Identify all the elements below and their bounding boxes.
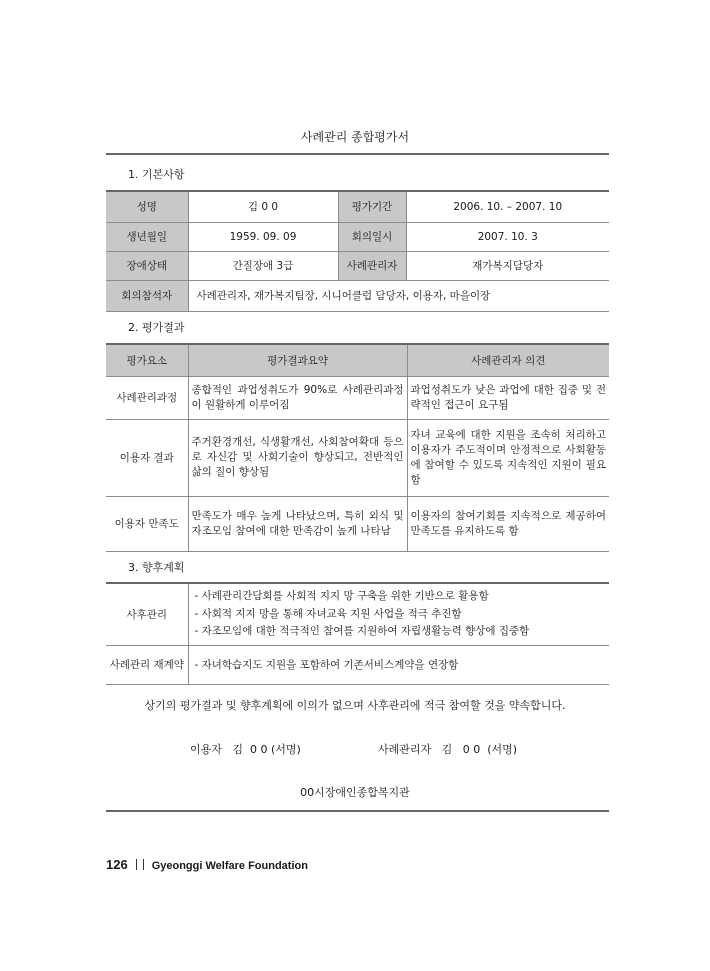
header-summary: 평가결과요약 [188,344,407,376]
table-row [106,496,609,551]
publisher-name: Gyeonggi Welfare Foundation [151,860,308,872]
name-value: 김 0 0 [188,191,338,222]
manager-label: 사례관리자 [338,251,406,280]
disability-label: 장애상태 [106,251,188,280]
bottom-rule [106,810,609,812]
opinion-cell: 자녀 교육에 대한 지원을 조속히 처리하고 이용자가 주도적이며 안정적으로 사회활동에 참여할 수 있도록 지속적인 지원이 필요함 [407,419,609,496]
opinion-cell: 이용자의 참여기회를 지속적으로 제공하여 만족도를 유지하도록 함 [407,496,609,551]
birth-value: 1959. 09. 09 [188,222,338,251]
birth-label: 생년월일 [106,222,188,251]
organization-name: 00시장애인종합복지관 [300,786,410,799]
list-item: - 사회적 지지 망을 통해 자녀교육 지원 사업을 적극 추진함 [194,607,462,620]
summary-cell: 만족도가 매우 높게 나타났으며, 특히 외식 및 자조모임 참여에 대한 만족감이 높게 나타남 [188,496,407,551]
recontract-label: 사례관리 재계약 [106,645,188,684]
followup-label: 사후관리 [106,583,188,645]
document-title: 사례관리 종합평가서 [300,130,410,144]
period-label: 평가기간 [338,191,406,222]
user-signature: 이용자 김 0 0 (서명) [190,743,301,756]
meeting-date-label: 회의일시 [338,222,406,251]
attendees-label: 회의참석자 [106,280,188,311]
list-item: - 자조모임에 대한 적극적인 참여를 지원하여 자립생활능력 향상에 집중함 [194,625,530,637]
section-result-heading: 2. 평가결과 [128,321,185,334]
period-value: 2006. 10. – 2007. 10 [406,191,609,222]
page-number: 126 [106,857,128,872]
manager-value: 재가복지담당자 [406,251,609,280]
element-cell: 이용자 만족도 [106,496,188,551]
meeting-date-value: 2007. 10. 3 [406,222,609,251]
summary-cell: 주거환경개선, 식생활개선, 사회참여확대 등으로 자신감 및 사회기술이 향상되고, 전반적인 삶의 질이 향상됨 [188,419,407,496]
basic-info-table [106,190,609,312]
list-item: - 사례관리간담회를 사회적 지지 망 구축을 위한 기반으로 활용함 [194,590,489,602]
evaluation-result-table [106,343,609,552]
opinion-cell: 과업성취도가 낮은 과업에 대한 집중 및 전략적인 접근이 요구됨 [407,376,609,419]
name-label: 성명 [106,191,188,222]
manager-signature: 사례관리자 김 0 0 (서명) [378,743,518,756]
page-footer [106,857,308,872]
element-cell: 이용자 결과 [106,419,188,496]
summary-cell: 종합적인 과업성취도가 90%로 사례관리과정이 원활하게 이루어짐 [188,376,407,419]
future-plan-table [106,582,609,685]
footer-divider [136,859,144,870]
header-opinion: 사례관리자 의견 [407,344,609,376]
section-basic-heading: 1. 기본사항 [128,168,185,181]
attendees-value: 사례관리자, 재가복지팀장, 시니어클럽 담당자, 이용자, 마을이장 [188,280,609,311]
header-element: 평가요소 [106,344,188,376]
element-cell: 사례관리과정 [106,376,188,419]
recontract-value: - 자녀학습지도 지원을 포함하여 기존서비스계약을 연장함 [188,645,609,684]
table-row [106,376,609,419]
title-rule [106,153,609,155]
followup-list [195,588,607,641]
pledge-statement: 상기의 평가결과 및 향후계획에 이의가 없으며 사후관리에 적극 참여할 것을 약속합니다. [144,699,566,712]
section-plan-heading: 3. 향후계획 [128,561,185,574]
disability-value: 간질장애 3급 [188,251,338,280]
table-row [106,419,609,496]
